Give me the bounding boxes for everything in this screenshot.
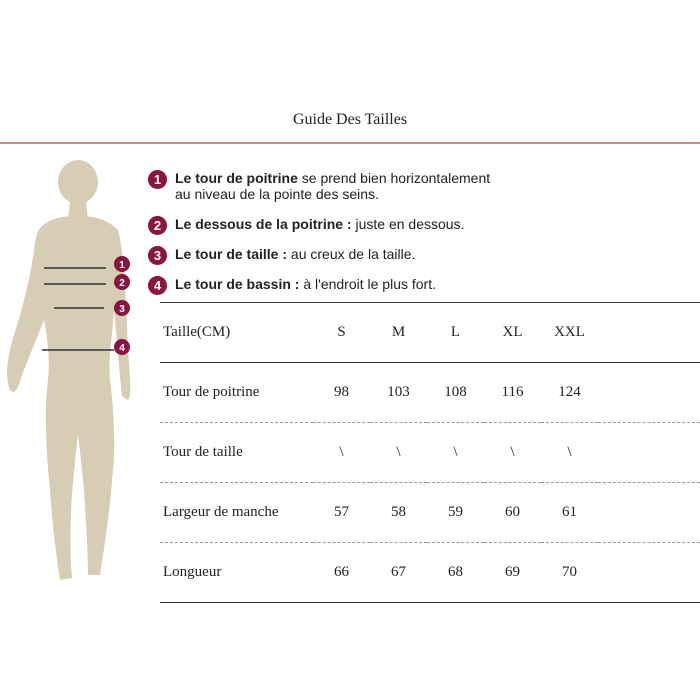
- table-header-cell: XL: [484, 303, 541, 363]
- instruction-title: Le dessous de la poitrine :: [175, 216, 352, 232]
- table-cell: 60: [484, 483, 541, 543]
- number-badge-icon: 4: [148, 276, 167, 295]
- table-cell: 103: [370, 363, 427, 423]
- marker-label: 3: [119, 304, 125, 315]
- table-spacer: [598, 363, 700, 423]
- instruction-item: [148, 216, 688, 232]
- table-cell: \: [484, 423, 541, 483]
- size-table: [160, 302, 700, 603]
- table-header-cell: M: [370, 303, 427, 363]
- table-cell: 59: [427, 483, 484, 543]
- row-label: Longueur: [160, 543, 313, 603]
- instruction-title: Le tour de poitrine: [175, 170, 298, 186]
- table-spacer: [598, 483, 700, 543]
- instruction-text: au creux de la taille.: [287, 246, 416, 262]
- instruction-item: [148, 170, 688, 202]
- table-row: [160, 363, 700, 423]
- table-cell: \: [427, 423, 484, 483]
- table-spacer: [598, 423, 700, 483]
- instruction-item: [148, 276, 688, 292]
- table-cell: \: [370, 423, 427, 483]
- table-spacer: [598, 543, 700, 603]
- row-label: Tour de taille: [160, 423, 313, 483]
- table-cell: 124: [541, 363, 598, 423]
- table-cell: 108: [427, 363, 484, 423]
- table-cell: 58: [370, 483, 427, 543]
- table-header-row: [160, 303, 700, 363]
- number-badge-icon: 2: [148, 216, 167, 235]
- table-header-cell: L: [427, 303, 484, 363]
- instruction-title: Le tour de bassin :: [175, 276, 300, 292]
- table-cell: 57: [313, 483, 370, 543]
- table-cell: \: [541, 423, 598, 483]
- table-row: [160, 543, 700, 603]
- instruction-item: [148, 246, 688, 262]
- table-spacer: [598, 303, 700, 363]
- instruction-subtext: au niveau de la pointe des seins.: [175, 186, 379, 202]
- table-row: [160, 483, 700, 543]
- marker-label: 2: [119, 278, 125, 289]
- instruction-text: à l'endroit le plus fort.: [299, 276, 436, 292]
- measurement-instructions: [148, 170, 688, 306]
- instruction-title: Le tour de taille :: [175, 246, 288, 262]
- table-cell: 66: [313, 543, 370, 603]
- table-cell: \: [313, 423, 370, 483]
- table-cell: 68: [427, 543, 484, 603]
- instruction-text: juste en dessous.: [351, 216, 465, 232]
- table-cell: 70: [541, 543, 598, 603]
- marker-label: 1: [119, 260, 125, 271]
- table-cell: 61: [541, 483, 598, 543]
- title-divider: [0, 142, 700, 144]
- table-cell: 69: [484, 543, 541, 603]
- row-label: Tour de poitrine: [160, 363, 313, 423]
- marker-label: 4: [119, 343, 125, 354]
- number-badge-icon: 1: [148, 170, 167, 189]
- table-cell: 98: [313, 363, 370, 423]
- instruction-text: se prend bien horizontalement: [297, 170, 491, 186]
- body-silhouette-figure: [0, 150, 145, 590]
- table-cell: 67: [370, 543, 427, 603]
- table-header-cell: Taille(CM): [160, 303, 313, 363]
- row-label: Largeur de manche: [160, 483, 313, 543]
- table-cell: 116: [484, 363, 541, 423]
- table-row: [160, 423, 700, 483]
- silhouette-body: [7, 160, 130, 580]
- table-header-cell: XXL: [541, 303, 598, 363]
- page-title: Guide Des Tailles: [292, 111, 408, 128]
- table-header-cell: S: [313, 303, 370, 363]
- number-badge-icon: 3: [148, 246, 167, 265]
